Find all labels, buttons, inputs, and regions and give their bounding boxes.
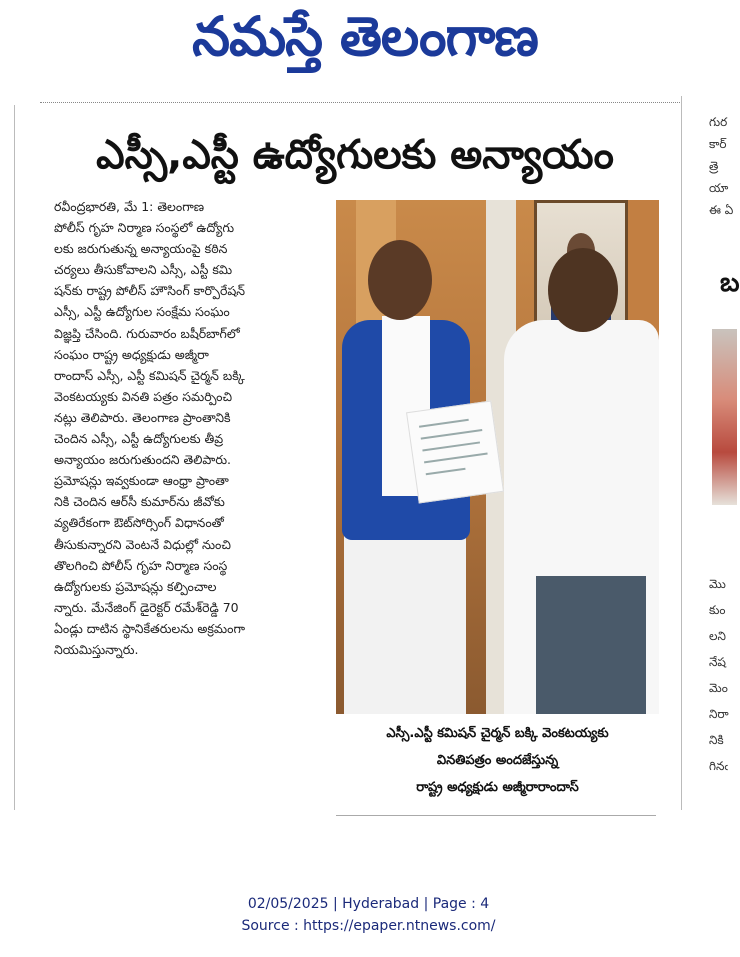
letter-text-line	[419, 419, 469, 428]
source-link: Source : https://epaper.ntnews.com/	[241, 918, 496, 934]
body-line: నట్లు తెలిపారు. తెలంగాణ ప్రాంతానికి	[54, 409, 231, 425]
body-line: ఏండ్లు దాటిన స్థానికేతరులను అక్రమంగా	[54, 620, 245, 636]
person-right-head	[548, 248, 618, 332]
adjacent-text-fragment: గినఁ	[709, 759, 728, 773]
newspaper-logo: నమస్తే తెలంగాణ	[192, 5, 538, 68]
letter-text-line	[421, 429, 483, 440]
letter-text-line	[422, 441, 480, 451]
person-left-head	[368, 240, 432, 320]
adjacent-text-fragment: యా	[709, 181, 729, 195]
body-line: అన్యాయం జరుగుతుందని తెలిపారు.	[54, 452, 232, 468]
body-line: ప్రమోషన్లు ఇవ్వకుండా ఆంధ్రా ప్రాంతా	[54, 473, 229, 489]
body-line: ఉద్యోగులకు ప్రమోషన్లు కల్పించాల	[54, 578, 217, 594]
body-line: రవీంద్రభారతి, మే 1: తెలంగాణ	[54, 199, 205, 214]
adjacent-text-fragment: నేష	[709, 655, 726, 669]
adjacent-text-fragment: మొ	[709, 577, 726, 591]
photo-caption	[336, 720, 659, 806]
body-line: నియమిస్తున్నారు.	[54, 641, 139, 657]
body-line: నికి చెందిన ఆర్‌సీ కుమార్‌ను జీవోకు	[54, 494, 225, 510]
left-column-rule	[14, 105, 15, 810]
adjacent-article-fragment	[693, 92, 737, 822]
letter-text-line	[424, 452, 488, 463]
masthead	[0, 0, 737, 78]
adjacent-text-fragment: లని	[709, 629, 726, 643]
caption-rule	[336, 815, 656, 816]
body-line: షన్‌కు రాష్ట్ర పోలీస్ హౌసింగ్ కార్పొరేషన్	[54, 283, 246, 299]
body-line: వ్యతిరేకంగా ఔట్‌సోర్సింగ్ విధానంతో	[54, 515, 224, 531]
body-line: రాందాస్ ఎస్సీ, ఎస్టీ కమిషన్ చైర్మన్ బక్కి	[54, 367, 245, 383]
petition-letter	[406, 400, 504, 503]
adjacent-text-fragment: గుర	[709, 115, 728, 129]
body-line: తీసుకున్నారని వెంటనే విధుల్లో నుంచి	[54, 536, 231, 552]
body-line: చెందిన ఎస్సీ, ఎస్టీ ఉద్యోగులకు తీవ్ర	[54, 431, 224, 447]
body-line: న్నారు. మేనేజింగ్ డైరెక్టర్ రమేశ్‌రెడ్డి 70	[54, 599, 239, 615]
adjacent-text-fragment: త్రె	[709, 159, 719, 173]
person-right-trousers	[536, 576, 646, 714]
adjacent-text-fragment: ఈ ఏ	[709, 203, 734, 217]
article-headline: ఎస్సీ,ఎస్టీ ఉద్యోగులకు అన్యాయం	[96, 132, 614, 178]
adjacent-text-fragment: నిరా	[709, 707, 729, 721]
edition-info: 02/05/2025 | Hyderabad | Page : 4	[247, 896, 490, 912]
right-column-rule	[681, 96, 682, 810]
body-line: వెంకటయ్యకు వినతి పత్రం సమర్పించి	[54, 388, 233, 404]
body-line: విజ్ఞప్తి చేసింది. గురువారం బషీర్‌బాగ్‌లో	[54, 325, 240, 341]
body-line: తొలగించి పోలీస్ గృహ నిర్మాణ సంస్థ	[54, 557, 228, 573]
news-photo	[336, 200, 659, 714]
caption-line: వినతిపత్రం అందజేస్తున్న	[436, 753, 559, 768]
adjacent-text-fragment: కుం	[709, 603, 726, 617]
person-left-trousers	[344, 530, 466, 714]
article-body	[54, 196, 326, 806]
adjacent-headline-fragment: బ	[720, 268, 740, 298]
adjacent-text-fragment: కార్	[709, 137, 727, 151]
page-footer	[0, 893, 737, 937]
body-line: పోలీస్ గృహ నిర్మాణ సంస్థలో ఉద్యోగు	[54, 220, 235, 236]
body-line: లకు జరుగుతున్న అన్యాయంపై కఠిన	[54, 241, 228, 257]
letter-text-line	[426, 468, 466, 476]
caption-line: రాష్ట్ర అధ్యక్షుడు అజ్మీరారాందాస్	[416, 780, 579, 795]
caption-line: ఎస్సీ.ఎస్టీ కమిషన్ చైర్మన్ బక్కి వెంకటయ్యకు	[386, 726, 609, 741]
top-rule	[40, 102, 680, 109]
body-line: ఎస్సీ, ఎస్టీ ఉద్యోగుల సంక్షేమ సంఘం	[54, 304, 230, 320]
body-line: చర్యలు తీసుకోవాలని ఎస్సీ, ఎస్టీ కమి	[54, 262, 233, 278]
adjacent-text-fragment: నికి	[709, 733, 724, 747]
adjacent-text-fragment: మెం	[709, 681, 728, 695]
body-line: సంఘం రాష్ట్ర అధ్యక్షుడు అజ్మీరా	[54, 346, 209, 362]
